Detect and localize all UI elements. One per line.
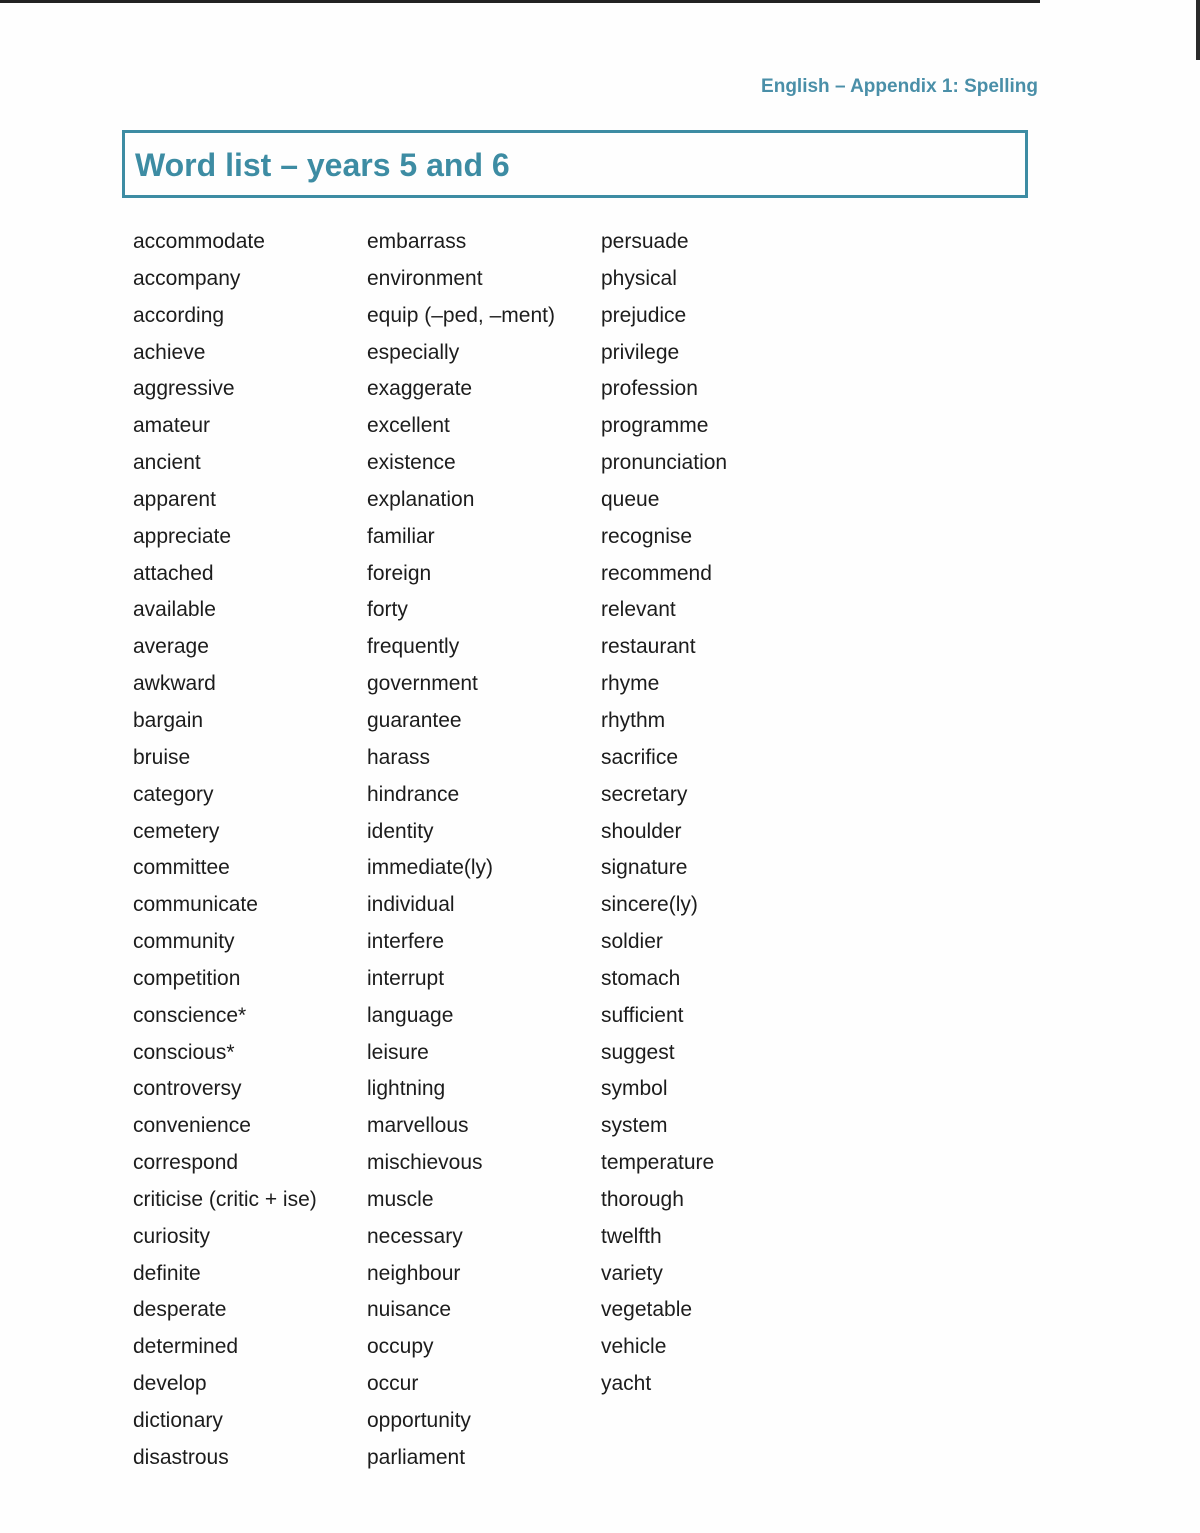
word-list-item: recommend xyxy=(601,561,712,585)
word-list-item: frequently xyxy=(367,635,460,659)
word-list-item: bruise xyxy=(133,745,191,769)
word-list-item: bargain xyxy=(133,708,204,732)
word-list-item: muscle xyxy=(367,1187,434,1211)
word-list-item: ancient xyxy=(133,451,201,475)
word-list-item: attached xyxy=(133,561,214,585)
word-list-item: neighbour xyxy=(367,1261,461,1285)
word-list-item: awkward xyxy=(133,672,216,696)
word-list-item: occur xyxy=(367,1372,419,1396)
word-list-item: lightning xyxy=(367,1077,446,1101)
word-column-2 xyxy=(367,226,555,1479)
word-list-item: occupy xyxy=(367,1335,434,1359)
word-list-item: develop xyxy=(133,1372,207,1396)
word-list-item: mischievous xyxy=(367,1151,483,1175)
word-list-item: physical xyxy=(601,266,677,290)
word-list-item: sacrifice xyxy=(601,745,679,769)
word-list-item: language xyxy=(367,1003,454,1027)
word-list-item: secretary xyxy=(601,782,688,806)
word-list-item: parliament xyxy=(367,1445,466,1469)
word-list-item: explanation xyxy=(367,487,475,511)
word-list-item: interrupt xyxy=(367,966,445,990)
word-list-item: apparent xyxy=(133,487,216,511)
word-list-item: soldier xyxy=(601,930,663,954)
word-list-item: thorough xyxy=(601,1187,684,1211)
word-list-item: familiar xyxy=(367,524,435,548)
page-title: Word list – years 5 and 6 xyxy=(135,147,510,183)
word-list-item: necessary xyxy=(367,1224,463,1248)
word-list-item: achieve xyxy=(133,340,206,364)
word-list-item: shoulder xyxy=(601,819,682,843)
word-list-item: existence xyxy=(367,451,456,475)
word-list-item: excellent xyxy=(367,414,450,438)
word-list-item: exaggerate xyxy=(367,377,473,401)
word-list-item: interfere xyxy=(367,930,445,954)
word-list-item: available xyxy=(133,598,216,622)
word-list-item: competition xyxy=(133,966,241,990)
word-list-item: cemetery xyxy=(133,819,220,843)
word-list-item: definite xyxy=(133,1261,201,1285)
word-list-item: programme xyxy=(601,414,709,438)
word-list-item: rhythm xyxy=(601,708,666,732)
word-list-item: relevant xyxy=(601,598,676,622)
word-list-item: desperate xyxy=(133,1298,227,1322)
word-column-3 xyxy=(601,226,727,1405)
word-list-item: conscience* xyxy=(133,1003,247,1027)
word-list-item: criticise (critic + ise) xyxy=(133,1187,317,1211)
word-list-item: symbol xyxy=(601,1077,668,1101)
word-list-item: foreign xyxy=(367,561,432,585)
word-list-item: determined xyxy=(133,1335,239,1359)
word-list-item: committee xyxy=(133,856,230,880)
word-list-item: conscious* xyxy=(133,1040,235,1064)
word-list-item: appreciate xyxy=(133,524,232,548)
word-list-item: controversy xyxy=(133,1077,242,1101)
word-list-item: restaurant xyxy=(601,635,696,659)
word-list-item: dictionary xyxy=(133,1409,223,1432)
word-list-item: vehicle xyxy=(601,1335,667,1359)
word-list-item: embarrass xyxy=(367,230,467,253)
word-list-item: equip (–ped, –ment) xyxy=(367,303,555,327)
word-list-item: average xyxy=(133,635,209,659)
word-list-item: suggest xyxy=(601,1040,675,1064)
scan-edge-top xyxy=(0,0,1040,3)
word-list-item: curiosity xyxy=(133,1224,211,1248)
word-list-item: system xyxy=(601,1114,668,1138)
word-column-1 xyxy=(133,226,317,1479)
word-list-item: stomach xyxy=(601,966,681,990)
word-list-item: marvellous xyxy=(367,1114,469,1138)
word-list-item: hindrance xyxy=(367,782,460,806)
word-list-item: twelfth xyxy=(601,1224,662,1248)
word-list-item: guarantee xyxy=(367,708,462,732)
word-list-item: communicate xyxy=(133,893,258,917)
title-box xyxy=(122,130,1028,198)
word-list-item: individual xyxy=(367,893,455,917)
word-list-item: harass xyxy=(367,745,431,769)
word-list-item: community xyxy=(133,930,235,954)
word-list-item: especially xyxy=(367,340,460,364)
word-list-item: rhyme xyxy=(601,672,660,696)
word-list-item: queue xyxy=(601,487,660,511)
word-list-item: amateur xyxy=(133,414,211,438)
word-list-item: nuisance xyxy=(367,1298,452,1322)
word-list-item: aggressive xyxy=(133,377,235,401)
word-list-item: government xyxy=(367,672,478,696)
word-list-item: privilege xyxy=(601,340,680,364)
word-list-item: pronunciation xyxy=(601,451,728,475)
word-list-item: vegetable xyxy=(601,1298,693,1322)
word-list-item: opportunity xyxy=(367,1409,471,1432)
word-list-item: persuade xyxy=(601,230,689,253)
word-list-item: recognise xyxy=(601,524,693,548)
word-list-item: forty xyxy=(367,598,408,622)
word-list-item: sincere(ly) xyxy=(601,893,698,917)
word-list-item: accompany xyxy=(133,266,241,290)
word-list-item: identity xyxy=(367,819,434,843)
word-list-item: environment xyxy=(367,266,483,290)
word-list-item: signature xyxy=(601,856,688,880)
scan-edge-right xyxy=(1196,0,1200,60)
word-list-item: category xyxy=(133,782,214,806)
word-list-item: variety xyxy=(601,1261,663,1285)
word-list-item: immediate(ly) xyxy=(367,856,494,880)
word-list-item: disastrous xyxy=(133,1445,229,1469)
word-list-item: profession xyxy=(601,377,698,401)
word-list-item: sufficient xyxy=(601,1003,684,1027)
word-list-item: yacht xyxy=(601,1372,652,1396)
word-list-item: correspond xyxy=(133,1151,239,1175)
word-list-item: accommodate xyxy=(133,230,265,253)
word-list-item: leisure xyxy=(367,1040,429,1064)
word-list-item: according xyxy=(133,303,225,327)
word-list-item: convenience xyxy=(133,1114,251,1138)
word-list-item: temperature xyxy=(601,1151,715,1175)
word-list-item: prejudice xyxy=(601,303,687,327)
document-header: English – Appendix 1: Spelling xyxy=(761,76,1038,97)
